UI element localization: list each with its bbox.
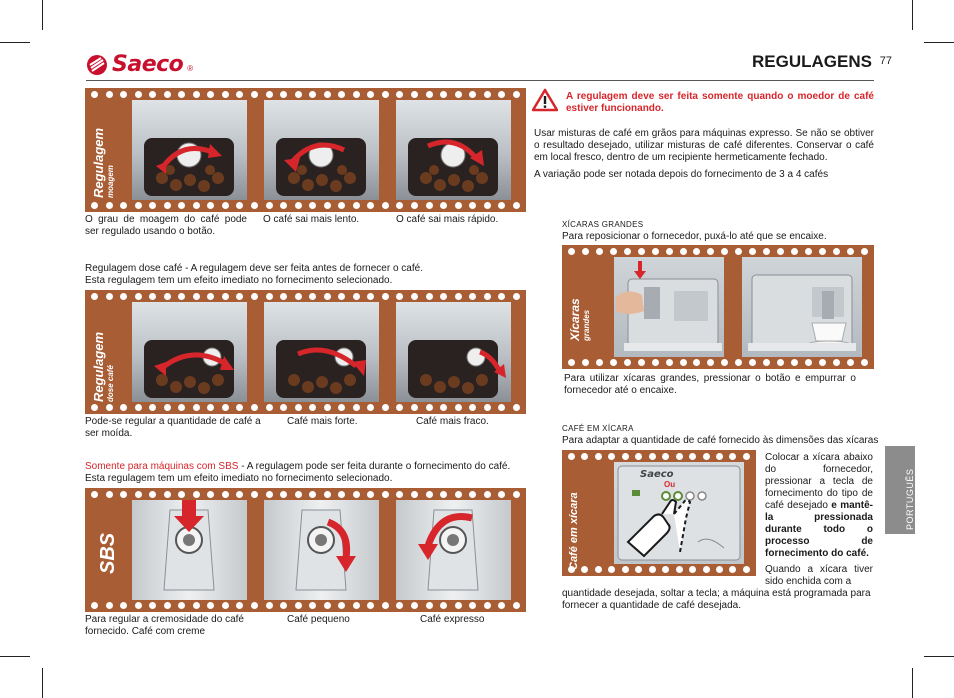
- large-cups-panel-sublabel: grandes: [582, 309, 591, 341]
- cup-coffee-text-release: Quando a xícara tiver sido enchida com a: [765, 564, 873, 587]
- large-cups-photo-press: [614, 257, 724, 357]
- crop-mark: [924, 656, 954, 657]
- cup-coffee-text: [765, 452, 873, 560]
- sbs-intro-line1: [85, 461, 526, 473]
- grind-panel-label: Regulagem: [91, 127, 106, 198]
- cup-coffee-panel: [562, 450, 756, 576]
- sbs-panel: [85, 488, 526, 612]
- large-cups-heading: XÍCARAS GRANDES: [562, 220, 644, 229]
- language-tab: [885, 446, 915, 534]
- cup-coffee-text-bold: e mantê-la pressionada durante todo o processo de fornecimento do café.: [765, 500, 873, 559]
- grind-panel: [85, 88, 526, 212]
- grind-caption-3: O café sai mais rápido.: [396, 214, 499, 225]
- cup-coffee-photo-brand: Saeco: [640, 469, 674, 480]
- beans-advice: Usar misturas de café em grãos para máquinas expresso. Se não se obtiver o resultado desejado, utilizar misturas de café diferentes. Conservar o café em local fresco, dentro de um recipiente hermeticamente fechado.: [534, 128, 874, 163]
- dose-photo-weaker: [396, 302, 511, 402]
- cup-coffee-photo: [614, 462, 744, 564]
- crop-mark: [0, 656, 30, 657]
- sbs-caption-2: Café pequeno: [287, 614, 350, 625]
- grind-caption-2: O café sai mais lento.: [263, 214, 360, 225]
- sbs-photo-small: [264, 500, 379, 600]
- saeco-logo-icon: [86, 54, 108, 76]
- large-cups-photo-cup: [742, 257, 862, 357]
- cup-coffee-panel-label: Café em xícara: [568, 492, 580, 570]
- cup-coffee-instruction: Para adaptar a quantidade de café fornecido às dimensões das xícaras: [562, 435, 879, 446]
- dose-photo-knob: [132, 302, 247, 402]
- variation-note: A variação pode ser notada depois do fornecimento de 3 a 4 cafés: [534, 169, 829, 180]
- dose-caption-2: Café mais forte.: [287, 416, 358, 427]
- warning-text: A regulagem deve ser feita somente quando o moedor de café estiver funcionando.: [566, 91, 874, 114]
- grind-panel-sublabel: moagem: [106, 165, 115, 198]
- crop-mark: [912, 0, 913, 30]
- warning-icon: [532, 88, 558, 112]
- cup-coffee-ou-label: Ou: [664, 480, 676, 489]
- language-tab-label: PORTUGUÊS: [905, 468, 915, 530]
- crop-mark: [0, 42, 30, 43]
- crop-mark: [42, 668, 43, 698]
- sbs-intro-line2: Esta regulagem tem um efeito imediato no fornecimento selecionado.: [85, 473, 393, 484]
- dose-intro-line2: Esta regulagem tem um efeito imediato no fornecimento selecionado.: [85, 275, 393, 286]
- brand-logo: [86, 52, 193, 77]
- sbs-photo-knob: [132, 500, 247, 600]
- cup-coffee-text-plain: Colocar a xícara abaixo do fornecedor, pressionar a tecla de fornecimento do tipo de café desejado: [765, 452, 873, 511]
- dose-photo-stronger: [264, 302, 379, 402]
- dose-caption-3: Café mais fraco.: [416, 416, 489, 427]
- grind-caption-1: O grau de moagem do café pode ser regulado usando o botão.: [85, 214, 247, 237]
- header-divider: [86, 80, 874, 81]
- sbs-caption-3: Café expresso: [420, 614, 485, 625]
- brand-registered-mark: ®: [187, 64, 194, 73]
- grinder-photo-knob: [132, 100, 247, 200]
- page-number: 77: [879, 55, 892, 67]
- sbs-photo-espresso: [396, 500, 511, 600]
- sbs-intro-highlight: Somente para máquinas com SBS: [85, 461, 239, 472]
- sbs-intro-rest: - A regulagem pode ser feita durante o fornecimento do café.: [238, 461, 511, 472]
- dose-panel-sublabel: dose café: [106, 365, 115, 402]
- sbs-caption-1: Para regular a cremosidade do café fornecido. Café com creme: [85, 614, 244, 637]
- large-cups-instruction: Para reposicionar o fornecedor, puxá-lo até que se encaixe.: [562, 231, 827, 242]
- crop-mark: [924, 42, 954, 43]
- dose-panel: [85, 290, 526, 414]
- dose-caption-1: Pode-se regular a quantidade de café a ser moída.: [85, 416, 261, 439]
- large-cups-panel-label: Xícaras: [568, 298, 582, 341]
- dose-intro-line1: Regulagem dose café - A regulagem deve ser feita antes de fornecer o café.: [85, 263, 423, 274]
- cup-coffee-text-full: quantidade desejada, soltar a tecla; a máquina está programada para fornecer a quantidade de café desejada.: [562, 588, 871, 611]
- cup-coffee-heading: CAFÉ EM XÍCARA: [562, 424, 634, 433]
- crop-mark: [42, 0, 43, 30]
- section-title: REGULAGENS: [752, 52, 872, 71]
- crop-mark: [912, 668, 913, 698]
- large-cups-caption: Para utilizar xícaras grandes, pressionar o botão e empurrar o fornecedor até o encaixe.: [564, 373, 856, 396]
- dose-panel-label: Regulagem: [91, 331, 106, 402]
- grinder-photo-slower: [264, 100, 379, 200]
- brand-name: Saeco: [112, 52, 184, 77]
- grinder-photo-faster: [396, 100, 511, 200]
- large-cups-panel: [562, 245, 874, 369]
- sbs-panel-label: SBS: [97, 532, 119, 574]
